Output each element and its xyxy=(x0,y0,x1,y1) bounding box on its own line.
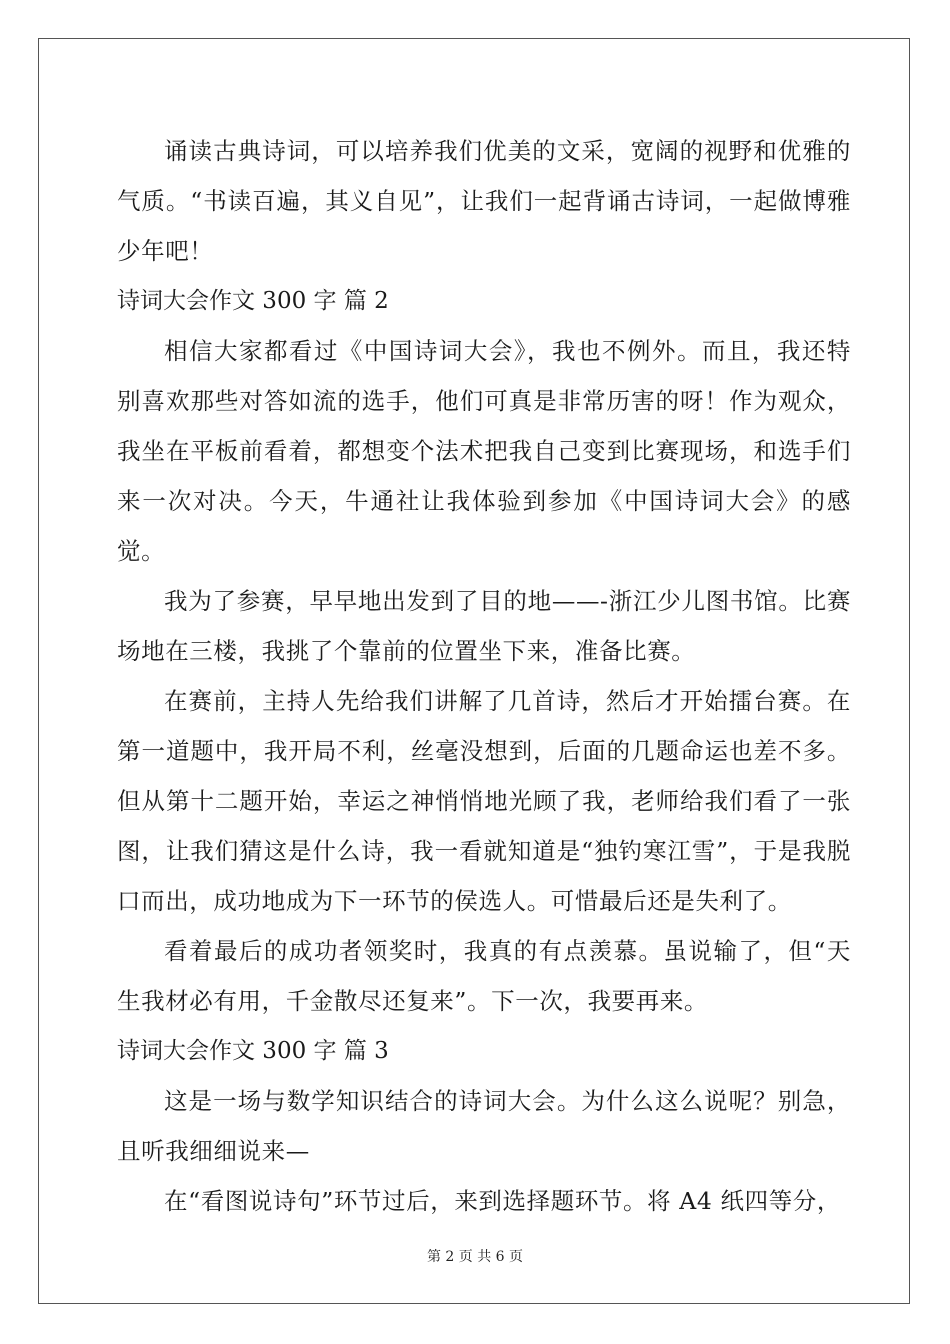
paragraph: 看着最后的成功者领奖时，我真的有点羡慕。虽说输了，但“天生我材必有用，千金散尽还复来”。下一次，我要再来。 xyxy=(117,937,851,1015)
document-body xyxy=(117,126,851,1226)
paragraph: 相信大家都看过《中国诗词大会》，我也不例外。而且，我还特别喜欢那些对答如流的选手，他们可真是非常历害的呀！作为观众，我坐在平板前看着，都想变个法术把我自己变到比赛现场，和选手们来一次对决。今天，牛通社让我体验到参加《中国诗词大会》的感觉。 xyxy=(117,337,851,565)
paragraph: 我为了参赛，早早地出发到了目的地——-浙江少儿图书馆。比赛场地在三楼，我挑了个靠前的位置坐下来，准备比赛。 xyxy=(117,587,851,665)
paragraph: 诵读古典诗词，可以培养我们优美的文采，宽阔的视野和优雅的气质。“书读百遍，其义自见”，让我们一起背诵古诗词，一起做博雅少年吧！ xyxy=(117,137,851,265)
section-heading: 诗词大会作文 300 字 篇 2 xyxy=(117,288,389,314)
section-heading: 诗词大会作文 300 字 篇 3 xyxy=(117,1038,389,1064)
paragraph: 在赛前，主持人先给我们讲解了几首诗，然后才开始擂台赛。在第一道题中，我开局不利，丝毫没想到，后面的几题命运也差不多。但从第十二题开始，幸运之神悄悄地光顾了我，老师给我们看了一张图，让我们猜这是什么诗，我一看就知道是“独钓寒江雪”，于是我脱口而出，成功地成为下一环节的侯选人。可惜最后还是失利了。 xyxy=(117,687,851,915)
paragraph: 在“看图说诗句”环节过后，来到选择题环节。将 A4 纸四等分， xyxy=(164,1187,841,1215)
paragraph: 这是一场与数学知识结合的诗词大会。为什么这么说呢？别急，且听我细细说来— xyxy=(117,1087,851,1165)
page-number-footer: 第 2 页 共 6 页 xyxy=(426,1249,524,1265)
